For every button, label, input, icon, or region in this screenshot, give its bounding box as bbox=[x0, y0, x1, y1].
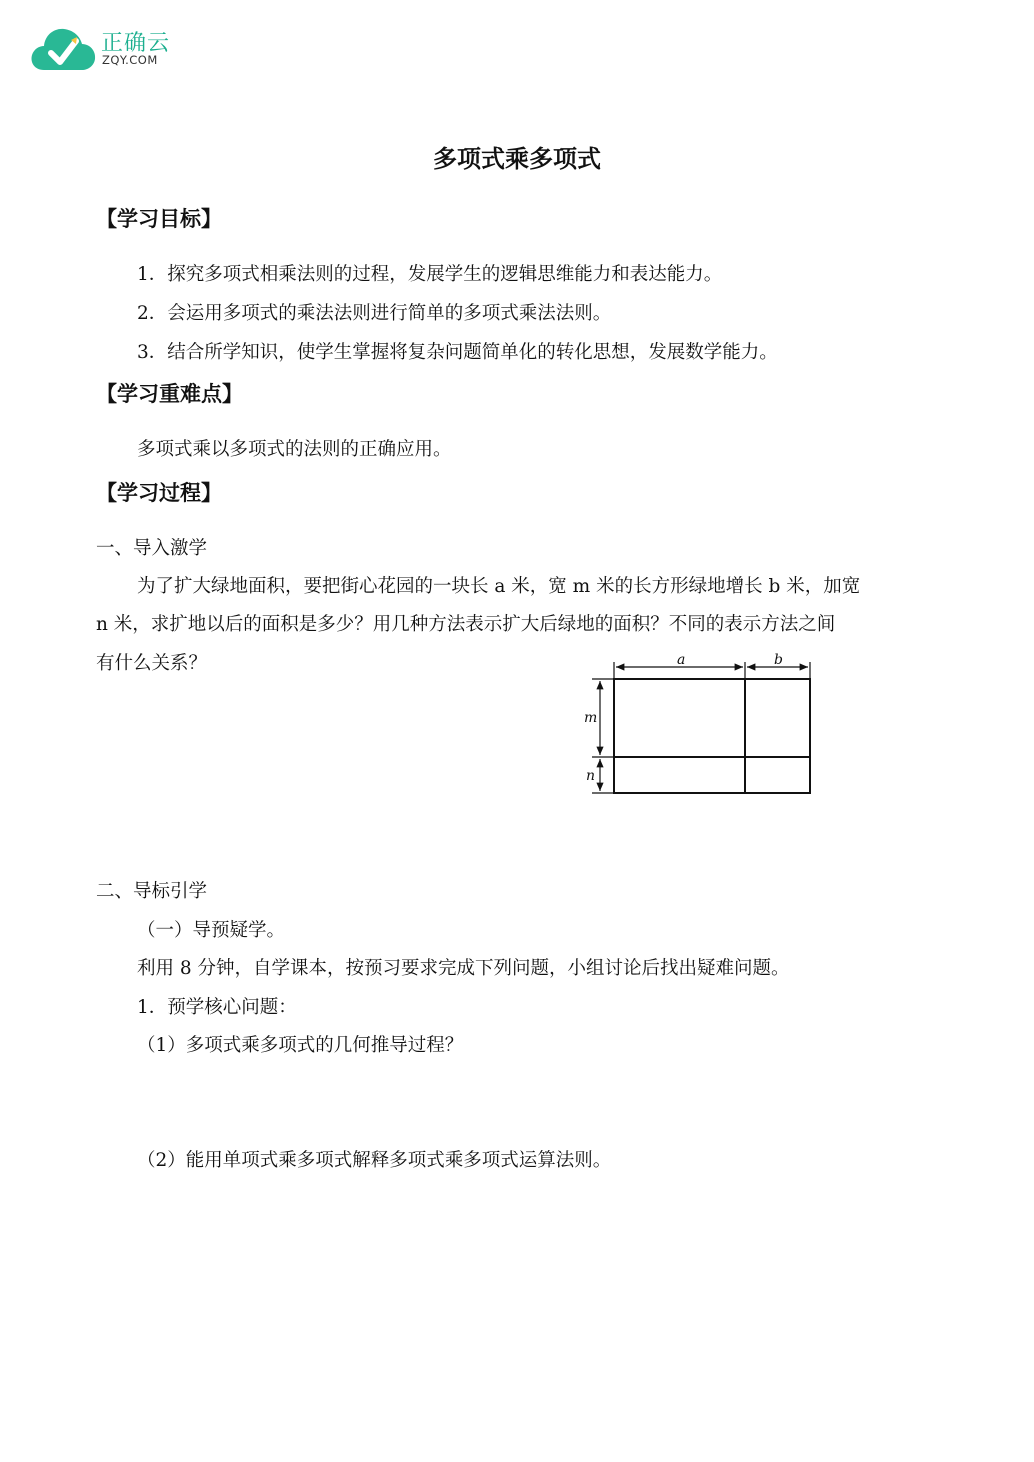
logo-text-cn: 正确云 bbox=[101, 31, 171, 56]
question-item: （2）能用单项式乘多项式解释多项式乘多项式运算法则。 bbox=[137, 1150, 612, 1171]
key-points-text: 多项式乘以多项式的法则的正确应用。 bbox=[137, 439, 452, 460]
logo-text-en: ZQY.COM bbox=[102, 53, 158, 67]
paragraph-line: 为了扩大绿地面积，要把街心花园的一块长 a 米，宽 m 米的长方形绿地增长 b 米，加宽 bbox=[137, 576, 861, 597]
label-a: a bbox=[677, 652, 686, 668]
sub-section-title: （一）导预疑学。 bbox=[137, 920, 286, 941]
section-title: 二、导标引学 bbox=[96, 881, 208, 902]
objective-item: 2．会运用多项式的乘法法则进行简单的多项式乘法法则。 bbox=[137, 303, 612, 324]
question-item: （1）多项式乘多项式的几何推导过程？ bbox=[137, 1035, 464, 1056]
paragraph-line: n 米，求扩地以后的面积是多少？用几种方法表示扩大后绿地的面积？不同的表示方法之间 bbox=[96, 614, 836, 635]
garden-diagram bbox=[584, 652, 824, 802]
page-title: 多项式乘多项式 bbox=[433, 145, 601, 173]
question-group-title: 1．预学核心问题： bbox=[137, 997, 297, 1018]
paragraph-line: 有什么关系？ bbox=[96, 653, 208, 674]
label-n: n bbox=[586, 768, 596, 784]
brand-logo bbox=[30, 22, 180, 74]
paragraph-line: 利用 8 分钟，自学课本，按预习要求完成下列问题，小组讨论后找出疑难问题。 bbox=[137, 958, 790, 979]
objective-item: 1．探究多项式相乘法则的过程，发展学生的逻辑思维能力和表达能力。 bbox=[137, 264, 723, 285]
cloud-check-icon bbox=[30, 24, 96, 72]
outer-rectangle bbox=[614, 679, 810, 793]
key-points-heading: 【学习重难点】 bbox=[96, 382, 243, 406]
objective-item: 3．结合所学知识，使学生掌握将复杂问题简单化的转化思想，发展数学能力。 bbox=[137, 342, 778, 363]
objectives-heading: 【学习目标】 bbox=[96, 207, 222, 231]
process-heading: 【学习过程】 bbox=[96, 481, 222, 505]
label-m: m bbox=[584, 710, 598, 726]
section-title: 一、导入激学 bbox=[96, 538, 208, 559]
label-b: b bbox=[774, 652, 783, 668]
